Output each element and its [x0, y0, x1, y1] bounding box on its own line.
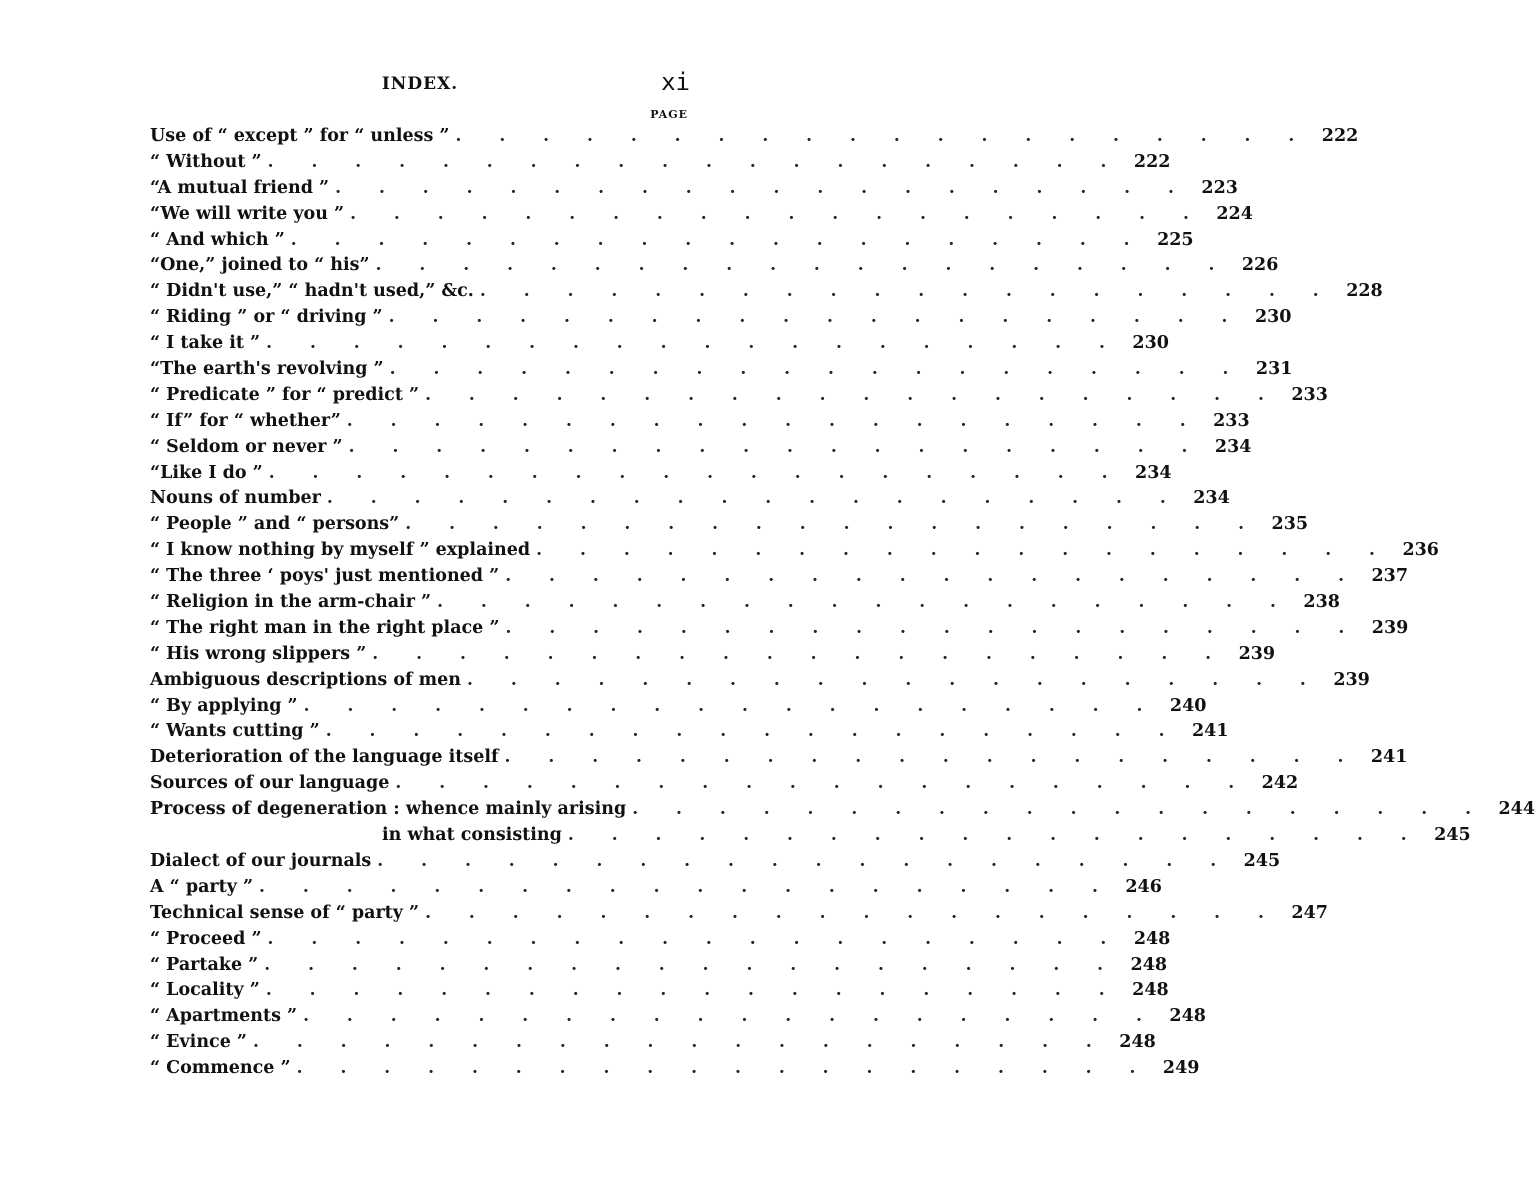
index-entry: [150, 357, 1293, 383]
entry-label: “ His wrong slippers ”: [150, 642, 372, 668]
entry-page-number: 233: [1213, 410, 1250, 431]
dot-leader: . . . . . . . . . . . . . . . . . . . .: [377, 850, 1233, 871]
entry-label: “ Religion in the arm-chair ”: [150, 590, 437, 616]
entry-label: Sources of our language: [150, 771, 395, 797]
index-entry: [150, 590, 1340, 616]
entry-page-number: 245: [1434, 825, 1471, 846]
entry-page-number: 239: [1333, 669, 1370, 690]
dot-leader: . . . . . . . . . . . . . . . . . . . .: [467, 669, 1322, 690]
index-entry: [150, 849, 1281, 875]
dot-leader: . . . . . . . . . . . . . . . . . . . .: [268, 462, 1124, 483]
entry-label: “ The right man in the right place ”: [150, 616, 505, 642]
entry-label: Deterioration of the language itself: [150, 745, 505, 771]
index-entry: [150, 202, 1253, 228]
entry-page-number: 237: [1371, 566, 1409, 587]
dot-leader: . . . . . . . . . . . . . . . . . . . .: [505, 617, 1361, 638]
entry-page-number: 239: [1238, 643, 1276, 664]
dot-leader: . . . . . . . . . . . . . . . . . . . .: [455, 126, 1311, 146]
entry-label: “A mutual friend ”: [150, 176, 335, 202]
entry-label: Technical sense of “ party ”: [150, 901, 425, 927]
entry-label: “ People ” and “ persons”: [150, 512, 405, 538]
dot-leader: . . . . . . . . . . . . . . . . . . . .: [425, 384, 1280, 405]
dot-leader: . . . . . . . . . . . . . . . . . . . .: [479, 281, 1335, 302]
entry-label: “ Commence ”: [150, 1056, 297, 1082]
entry-page-number: 234: [1193, 488, 1230, 509]
index-entry: [150, 279, 1383, 305]
entry-page-number: 230: [1132, 333, 1169, 354]
entry-page-number: 241: [1192, 721, 1229, 742]
entry-label: Use of “ except ” for “ unless ”: [150, 124, 455, 150]
entry-label: “ Riding ” or “ driving ”: [150, 305, 389, 331]
index-entry: [150, 176, 1238, 202]
index-entry: [150, 978, 1169, 1004]
entry-label: “ I know nothing by myself ” explained: [150, 538, 536, 564]
index-entry: [150, 745, 1408, 771]
entry-page-number: 248: [1132, 980, 1169, 1001]
dot-leader: . . . . . . . . . . . . . . . . . . . .: [632, 799, 1488, 820]
index-entry: [150, 953, 1168, 979]
entry-page-number: 236: [1402, 540, 1439, 561]
entry-label: in what consisting: [150, 823, 568, 849]
dot-leader: . . . . . . . . . . . . . . . . . . . .: [536, 540, 1391, 561]
dot-leader: . . . . . . . . . . . . . . . . . . . .: [265, 980, 1121, 1001]
index-entries: [150, 124, 1535, 1082]
index-entry: [150, 927, 1171, 953]
dot-leader: . . . . . . . . . . . . . . . . . . . .: [296, 1058, 1152, 1079]
index-entry: [150, 512, 1309, 538]
dot-leader: . . . . . . . . . . . . . . . . . . . .: [325, 721, 1181, 742]
entry-page-number: 248: [1119, 1032, 1156, 1053]
entry-page-number: 244: [1498, 799, 1535, 820]
entry-page-number: 230: [1254, 307, 1292, 328]
dot-leader: . . . . . . . . . . . . . . . . . . . .: [303, 1006, 1158, 1027]
entry-page-number: 239: [1371, 617, 1409, 638]
dot-leader: . . . . . . . . . . . . . . . . . . . .: [266, 333, 1121, 354]
page-header: [150, 70, 690, 100]
entry-label: “ Evince ”: [150, 1030, 253, 1056]
index-entry: [150, 823, 1471, 849]
entry-page-number: 224: [1216, 203, 1253, 224]
dot-leader: . . . . . . . . . . . . . . . . . . . .: [504, 747, 1360, 768]
entry-label: “ If” for “ whether”: [150, 409, 347, 435]
index-entry: [150, 901, 1328, 927]
dot-leader: . . . . . . . . . . . . . . . . . . . .: [437, 592, 1292, 613]
index-entry: [150, 331, 1169, 357]
entry-page-number: 247: [1291, 902, 1328, 923]
index-entry: [150, 538, 1439, 564]
entry-label: “ I take it ”: [150, 331, 266, 357]
entry-page-number: 249: [1162, 1058, 1200, 1079]
dot-leader: . . . . . . . . . . . . . . . . . . . .: [375, 255, 1231, 276]
index-entry: [150, 1004, 1206, 1030]
dot-leader: . . . . . . . . . . . . . . . . . . . .: [290, 229, 1146, 250]
index-entry: [150, 124, 1359, 150]
index-entry: [150, 1056, 1200, 1082]
entry-page-number: 228: [1346, 281, 1383, 302]
dot-leader: . . . . . . . . . . . . . . . . . . . .: [259, 876, 1114, 897]
entry-label: “ Partake ”: [150, 953, 264, 979]
entry-label: “ The three ‘ poys' just mentioned ”: [150, 564, 505, 590]
index-entry: [150, 616, 1409, 642]
dot-leader: . . . . . . . . . . . . . . . . . . . .: [395, 773, 1251, 794]
dot-leader: . . . . . . . . . . . . . . . . . . . .: [348, 436, 1204, 457]
index-entry: [150, 642, 1276, 668]
entry-label: “ Locality ”: [150, 978, 266, 1004]
entry-page-number: 242: [1261, 773, 1299, 794]
index-entry: [150, 797, 1535, 823]
entry-label: “ Wants cutting ”: [150, 719, 326, 745]
dot-leader: . . . . . . . . . . . . . . . . . . . .: [346, 410, 1202, 431]
dot-leader: . . . . . . . . . . . . . . . . . . . .: [372, 643, 1228, 664]
index-entry: [150, 409, 1250, 435]
dot-leader: . . . . . . . . . . . . . . . . . . . .: [326, 488, 1182, 509]
entry-label: Nouns of number: [150, 486, 327, 512]
entry-label: “ By applying ”: [150, 694, 304, 720]
entry-page-number: 234: [1135, 462, 1172, 483]
entry-page-number: 241: [1370, 747, 1408, 768]
index-entry: [150, 150, 1171, 176]
entry-label: “ Apartments ”: [150, 1004, 303, 1030]
entry-page-number: 235: [1271, 514, 1309, 535]
index-entry: [150, 771, 1299, 797]
dot-leader: . . . . . . . . . . . . . . . . . . . .: [505, 566, 1361, 587]
index-entry: [150, 719, 1229, 745]
entry-page-number: 245: [1243, 850, 1281, 871]
index-entry: [150, 1030, 1156, 1056]
entry-page-number: 246: [1125, 876, 1162, 897]
dot-leader: . . . . . . . . . . . . . . . . . . . .: [267, 151, 1123, 172]
index-entry: [150, 435, 1252, 461]
entry-page-number: 231: [1255, 359, 1293, 380]
index-entry: [150, 461, 1172, 487]
dot-leader: . . . . . . . . . . . . . . . . . . . .: [389, 359, 1245, 380]
entry-page-number: 248: [1133, 928, 1171, 949]
dot-leader: . . . . . . . . . . . . . . . . . . . .: [267, 928, 1123, 949]
entry-page-number: 222: [1321, 126, 1359, 146]
dot-leader: . . . . . . . . . . . . . . . . . . . .: [388, 307, 1244, 328]
entry-label: Process of degeneration : whence mainly arising: [150, 797, 632, 823]
entry-label: “ Proceed ”: [150, 927, 268, 953]
entry-page-number: 238: [1303, 592, 1340, 613]
dot-leader: . . . . . . . . . . . . . . . . . . . .: [405, 514, 1261, 535]
entry-page-number: 223: [1201, 177, 1238, 198]
index-entry: [150, 875, 1162, 901]
entry-label: “ Seldom or never ”: [150, 435, 349, 461]
entry-label: “Like I do ”: [150, 461, 269, 487]
entry-label: “We will write you ”: [150, 202, 350, 228]
page-column-label: PAGE: [650, 108, 688, 121]
index-entry: [150, 486, 1230, 512]
index-entry: [150, 305, 1292, 331]
entry-label: “One,” joined to “ his”: [150, 253, 376, 279]
entry-label: Dialect of our journals: [150, 849, 377, 875]
dot-leader: . . . . . . . . . . . . . . . . . . . .: [335, 177, 1190, 198]
running-title: INDEX.: [381, 74, 459, 94]
entry-label: “ Didn't use,” “ hadn't used,” &c.: [150, 279, 480, 305]
page-number: xi: [661, 68, 690, 96]
dot-leader: . . . . . . . . . . . . . . . . . . . .: [567, 825, 1423, 846]
entry-label: Ambiguous descriptions of men: [150, 668, 467, 694]
index-entry: [150, 668, 1370, 694]
dot-leader: . . . . . . . . . . . . . . . . . . . .: [425, 902, 1280, 923]
entry-label: “The earth's revolving ”: [150, 357, 390, 383]
dot-leader: . . . . . . . . . . . . . . . . . . . .: [264, 954, 1120, 975]
entry-page-number: 233: [1291, 384, 1328, 405]
entry-label: “ And which ”: [150, 228, 291, 254]
entry-page-number: 248: [1169, 1006, 1206, 1027]
entry-page-number: 226: [1241, 255, 1279, 276]
entry-page-number: 234: [1214, 436, 1252, 457]
index-entry: [150, 564, 1409, 590]
entry-label: A “ party ”: [150, 875, 259, 901]
entry-page-number: 240: [1169, 695, 1207, 716]
entry-page-number: 225: [1157, 229, 1194, 250]
dot-leader: . . . . . . . . . . . . . . . . . . . .: [350, 203, 1205, 224]
index-entry: [150, 253, 1279, 279]
index-entry: [150, 383, 1328, 409]
entry-label: “ Predicate ” for “ predict ”: [150, 383, 425, 409]
dot-leader: . . . . . . . . . . . . . . . . . . . .: [303, 695, 1159, 716]
entry-label: “ Without ”: [150, 150, 268, 176]
entry-page-number: 222: [1133, 151, 1171, 172]
dot-leader: . . . . . . . . . . . . . . . . . . . .: [253, 1032, 1108, 1053]
entry-page-number: 248: [1130, 954, 1168, 975]
index-entry: [150, 694, 1207, 720]
index-entry: [150, 228, 1194, 254]
